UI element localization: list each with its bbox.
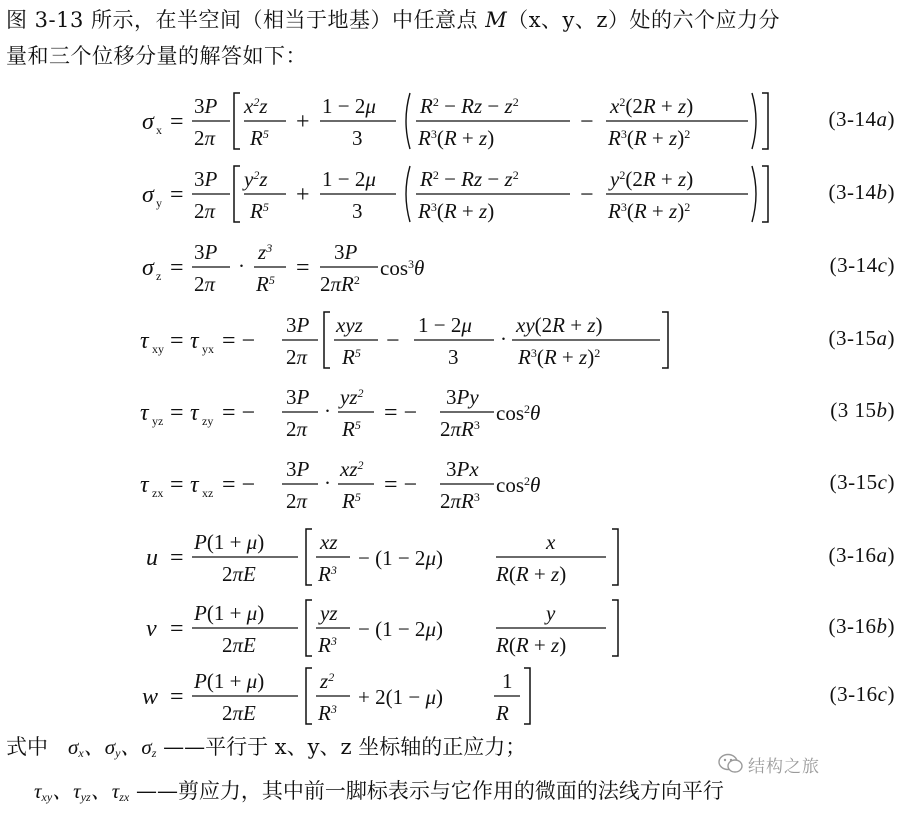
svg-text:2πE: 2πE — [222, 701, 256, 725]
svg-text:R3: $R^3$ — [318, 562, 337, 586]
formula-v — [0, 592, 760, 662]
svg-text:R3: $R^3$ — [318, 701, 337, 725]
svg-text:yz2: $yz^2$ — [340, 385, 364, 409]
svg-text:xy: xy — [152, 342, 164, 356]
svg-text:2π: 2π — [286, 345, 308, 369]
svg-text:zy: zy — [202, 414, 214, 428]
svg-text:R5: $R^5$ — [250, 199, 269, 223]
shear-stress-symbols: $\tau_{xy}$、$\tau_{yz}$、$\tau_{zx}$ — [34, 779, 130, 804]
definitions — [6, 728, 724, 816]
svg-text:R5: $R^5$ — [250, 126, 269, 150]
svg-text:2πR3: $2\pi R^3$ — [440, 417, 480, 441]
svg-text:R5: $R^5$ — [342, 417, 361, 441]
svg-text:3P: 3P — [286, 457, 310, 481]
svg-text:2π: 2π — [194, 126, 216, 150]
svg-text:x: x — [546, 530, 556, 554]
intro-paragraph — [6, 2, 906, 74]
svg-text:τ: τ — [140, 472, 149, 498]
svg-text:2π: 2π — [194, 199, 216, 223]
svg-text:2π: 2π — [286, 417, 308, 441]
svg-text:·: · — [500, 327, 507, 351]
svg-text:v: v — [146, 616, 157, 642]
svg-text:·: · — [324, 399, 331, 423]
svg-text:2πR2: $2\pi R^2$ — [320, 272, 360, 296]
svg-text:R3(R + z): $R^3(R + z)$ — [418, 126, 495, 150]
wechat-icon — [718, 752, 744, 774]
svg-text:z2: $z^2$ — [320, 669, 335, 693]
svg-text:−: − — [386, 328, 400, 354]
svg-text:y2(2R + z): $y^2(2R + z)$ — [610, 167, 694, 191]
svg-text:xz: xz — [202, 486, 214, 500]
svg-text:τ: τ — [190, 472, 199, 498]
equation-3-15c — [0, 448, 909, 518]
svg-text:− (1 − 2μ): − (1 − 2μ) — [358, 546, 443, 570]
svg-text:2π: 2π — [194, 272, 216, 296]
svg-text:3: 3 — [352, 126, 363, 150]
svg-text:3P: 3P — [334, 240, 358, 264]
intro-text: 图 3-13 所示，在半空间（相当于地基）中任意点 — [6, 8, 486, 32]
svg-text:xz2: $xz^2$ — [340, 457, 364, 481]
svg-text:+ 2(1 − μ): + 2(1 − μ) — [358, 685, 443, 709]
svg-text:P(1 + μ): P(1 + μ) — [194, 530, 265, 554]
svg-text:R5: $R^5$ — [256, 272, 275, 296]
svg-text:=: = — [170, 472, 184, 498]
svg-text:R(R + z): R(R + z) — [496, 562, 567, 586]
point-coords: （x、y、z） — [507, 8, 630, 32]
svg-text:R3(R + z)2: $R^3(R + z)^2$ — [608, 199, 691, 223]
formula-u — [0, 521, 760, 591]
svg-text:1 − 2μ: 1 − 2μ — [322, 94, 376, 118]
svg-text:R3(R + z)2: $R^3(R + z)^2$ — [518, 345, 601, 369]
equation-3-15a — [0, 304, 909, 374]
equation-number: (3-14b) — [828, 180, 895, 204]
svg-text:x2z: $x^2z$ — [244, 94, 268, 118]
svg-text:·: · — [238, 254, 245, 278]
svg-text:yz: yz — [152, 414, 164, 428]
formula-sigma-z — [0, 231, 760, 301]
svg-text:yx: yx — [202, 342, 214, 356]
watermark-text: 结构之旅 — [748, 757, 820, 777]
equation-number: (3-14a) — [828, 107, 895, 131]
svg-text:2πE: 2πE — [222, 633, 256, 657]
svg-text:3P: 3P — [286, 385, 310, 409]
svg-text:cos2θ: $\cos^2\theta$ — [496, 473, 541, 497]
svg-text:τ: τ — [140, 328, 149, 354]
point-symbol: M — [485, 8, 508, 32]
svg-text:−: − — [580, 109, 594, 135]
svg-text:x2(2R + z): $x^2(2R + z)$ — [610, 94, 694, 118]
svg-text:z3: $z^3$ — [258, 240, 273, 264]
formula-sigma-x — [0, 85, 760, 155]
svg-text:R3(R + z): $R^3(R + z)$ — [418, 199, 495, 223]
svg-text:yz: yz — [320, 601, 338, 625]
intro-text-end: 处的六个应力分 — [629, 8, 780, 32]
svg-text:y: y — [156, 196, 162, 210]
svg-text:R3(R + z)2: $R^3(R + z)^2$ — [608, 126, 691, 150]
svg-text:1: 1 — [502, 669, 513, 693]
svg-text:3Py: 3Py — [446, 385, 479, 409]
svg-text:τ: τ — [140, 400, 149, 426]
equation-number: (3-16b) — [828, 614, 895, 638]
svg-text:R5: $R^5$ — [342, 489, 361, 513]
svg-text:R2 − Rz − z2: $R^2 - Rz - z^2$ — [420, 94, 519, 118]
equation-3-14a — [0, 85, 909, 155]
svg-text:σ: σ — [142, 109, 154, 135]
svg-text:=: = — [170, 255, 184, 281]
svg-text:cos3θ: $\cos^3\theta$ — [380, 256, 425, 280]
definition-row-shear-stress — [6, 772, 724, 816]
svg-text:σ: σ — [142, 182, 154, 208]
equation-3-14c — [0, 231, 909, 301]
equation-3-14b — [0, 158, 909, 228]
intro-line-2: 量和三个位移分量的解答如下： — [6, 44, 307, 68]
svg-text:=: = — [296, 255, 310, 281]
svg-text:=: = — [170, 109, 184, 135]
formula-tau-yz — [0, 376, 760, 446]
svg-text:−: − — [580, 182, 594, 208]
svg-text:3P: 3P — [194, 240, 218, 264]
formula-tau-xy — [0, 304, 760, 374]
formula-sigma-y — [0, 158, 760, 228]
svg-text:3P: 3P — [286, 313, 310, 337]
svg-text:=: = — [170, 328, 184, 354]
svg-text:zx: zx — [152, 486, 164, 500]
svg-text:z: z — [156, 269, 162, 283]
svg-text:3P: 3P — [194, 167, 218, 191]
svg-text:=: = — [170, 616, 184, 642]
svg-text:xy(2R + z): xy(2R + z) — [516, 313, 603, 337]
svg-text:xyz: xyz — [336, 313, 363, 337]
svg-text:R: R — [496, 701, 509, 725]
svg-text:2π: 2π — [286, 489, 308, 513]
equation-3-16b — [0, 592, 909, 662]
formula-w — [0, 660, 760, 730]
svg-text:= −: = − — [222, 328, 256, 354]
svg-text:1 − 2μ: 1 − 2μ — [418, 313, 472, 337]
equation-number: (3-15c) — [829, 470, 895, 494]
equation-number: (3-16a) — [828, 543, 895, 567]
svg-text:u: u — [146, 545, 158, 571]
equation-number: (3-15a) — [828, 326, 895, 350]
svg-text:+: + — [296, 109, 310, 135]
normal-stress-symbols: $\sigma_x$、$\sigma_y$、$\sigma_z$ — [68, 735, 157, 760]
normal-stress-description: ——平行于 x、y、z 坐标轴的正应力； — [163, 735, 527, 759]
svg-text:= −: = − — [384, 472, 418, 498]
svg-text:2πR3: $2\pi R^3$ — [440, 489, 480, 513]
equation-3-16c — [0, 660, 909, 730]
svg-text:= −: = − — [384, 400, 418, 426]
svg-text:R2 − Rz − z2: $R^2 - Rz - z^2$ — [420, 167, 519, 191]
intro-line-1 — [6, 2, 906, 38]
svg-text:w: w — [142, 684, 159, 710]
definitions-lead: 式中 — [6, 735, 48, 759]
shear-stress-description: ——剪应力，其中前一脚标表示与它作用的微面的法线方向平行 — [135, 779, 724, 803]
equation-number: (3-14c) — [829, 253, 895, 277]
svg-text:=: = — [170, 182, 184, 208]
svg-text:y2z: $y^2z$ — [244, 167, 268, 191]
svg-text:σ: σ — [142, 255, 154, 281]
svg-text:3Px: 3Px — [446, 457, 479, 481]
svg-text:=: = — [170, 400, 184, 426]
svg-text:τ: τ — [190, 328, 199, 354]
svg-text:=: = — [170, 545, 184, 571]
svg-text:=: = — [170, 684, 184, 710]
svg-text:cos2θ: $\cos^2\theta$ — [496, 401, 541, 425]
svg-text:P(1 + μ): P(1 + μ) — [194, 601, 265, 625]
definition-row-normal-stress — [6, 728, 724, 772]
svg-text:x: x — [156, 123, 162, 137]
svg-text:R(R + z): R(R + z) — [496, 633, 567, 657]
equation-number: (3 15b) — [830, 398, 895, 422]
svg-text:3P: 3P — [194, 94, 218, 118]
equation-3-15b — [0, 376, 909, 446]
svg-text:τ: τ — [190, 400, 199, 426]
svg-text:− (1 − 2μ): − (1 − 2μ) — [358, 617, 443, 641]
svg-text:+: + — [296, 182, 310, 208]
svg-text:= −: = − — [222, 472, 256, 498]
equation-3-16a — [0, 521, 909, 591]
svg-text:R3: $R^3$ — [318, 633, 337, 657]
svg-text:·: · — [324, 471, 331, 495]
svg-text:y: y — [546, 601, 556, 625]
svg-text:= −: = − — [222, 400, 256, 426]
svg-text:3: 3 — [448, 345, 459, 369]
svg-text:2πE: 2πE — [222, 562, 256, 586]
svg-text:1 − 2μ: 1 − 2μ — [322, 167, 376, 191]
svg-text:xz: xz — [320, 530, 338, 554]
equation-number: (3-16c) — [829, 682, 895, 706]
svg-text:P(1 + μ): P(1 + μ) — [194, 669, 265, 693]
svg-text:R5: $R^5$ — [342, 345, 361, 369]
svg-text:3: 3 — [352, 199, 363, 223]
formula-tau-zx — [0, 448, 760, 518]
